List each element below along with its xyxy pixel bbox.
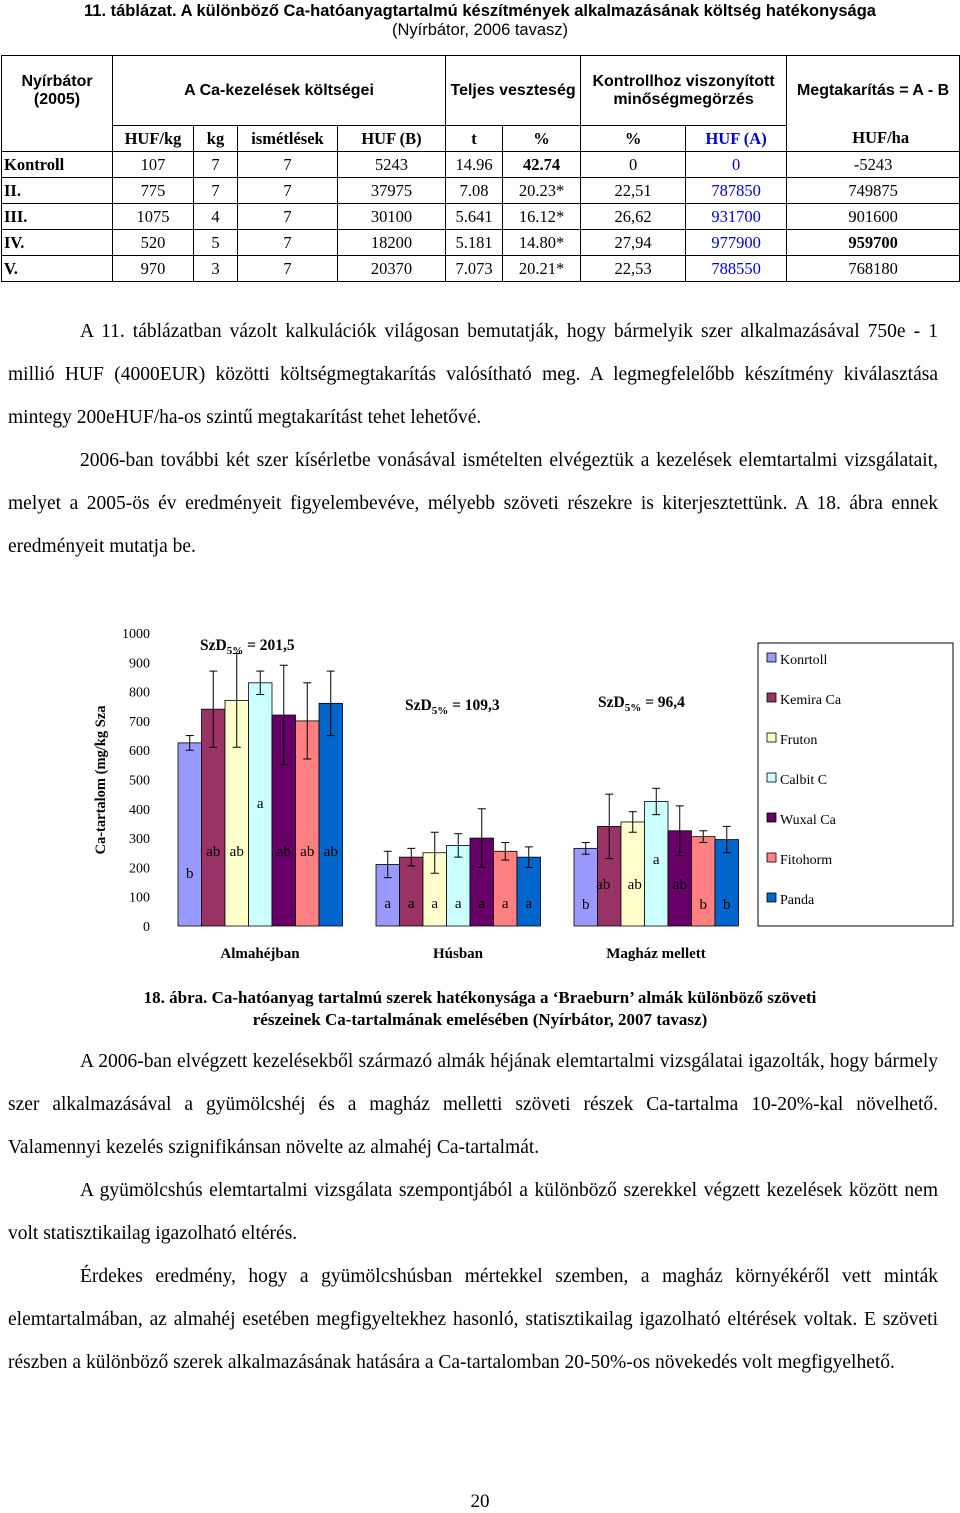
significance-letter: a [256,796,264,812]
cell: 901600 [787,204,960,230]
significance-letter: a [478,896,486,912]
paragraph: A gyümölcshús elemtartalmi vizsgálata szempontjából a különböző szerekkel végzett kezelések között nem volt statisztikailag igazolható eltérés. [8,1180,938,1244]
y-tick-label: 500 [129,773,150,789]
header-control-quality: Kontrollhoz viszonyított minőségmegörzés [581,56,787,126]
significance-letter: ab [276,844,291,860]
significance-letter: ab [206,844,221,860]
cell: 7 [238,152,338,178]
cell: 4 [194,204,238,230]
cell: 7.08 [446,178,503,204]
cell: 7 [238,178,338,204]
cell: 20370 [338,256,446,282]
cell: 7.073 [446,256,503,282]
legend-label: Wuxal Ca [780,813,836,828]
paragraph: 2006-ban további két szer kísérletbe vonásával ismételten elvégeztük a kezelések elemtartalmi vizsgálatait, melyet a 2005-ös év eredményeit figyelembevéve, mélyebb szöveti részekre is kiterjesztettünk. A 18. ábra ennek eredményeit mutatja be. [8,450,938,557]
legend-swatch [767,653,776,662]
significance-letter: ab [323,844,338,860]
cell: 970 [113,256,194,282]
legend-label: Kemira Ca [780,693,842,708]
row-label: III. [2,204,113,230]
cell: 7 [238,256,338,282]
page-number: 20 [470,1491,490,1512]
cell: 22,51 [581,178,686,204]
significance-letter: a [384,896,392,912]
bar [178,743,202,926]
legend-label: Fitohorm [780,853,833,868]
header-costs: A Ca-kezelések költségei [113,56,446,126]
cell: 775 [113,178,194,204]
figure-caption-line2: részeinek Ca-tartalmának emelésében (Nyírbátor, 2007 tavasz) [252,1010,708,1029]
cell: 5.641 [446,204,503,230]
y-tick-label: 300 [129,832,150,848]
cell: 20.21* [503,256,581,282]
cell: 0 [686,152,787,178]
y-tick-label: 800 [129,685,150,701]
y-tick-label: 100 [129,890,150,906]
unit-cell: HUF (B) [338,126,446,152]
significance-letter: b [186,866,194,882]
y-axis-label: Ca-tartalom (mg/kg Sza [93,705,109,855]
category-label: Magház mellett [606,946,706,962]
figure-caption [0,987,960,1031]
significance-letter: b [699,897,707,913]
cell: 7 [238,230,338,256]
szd-label: SzD$_{5\%}$ = 109,3 [405,697,500,717]
bar [494,851,518,926]
significance-letter: a [652,852,660,868]
cell: 749875 [787,178,960,204]
cell: 959700 [787,230,960,256]
row-label: II. [2,178,113,204]
cell: 14.96 [446,152,503,178]
legend-swatch [767,893,776,902]
cell: 787850 [686,178,787,204]
header-location: Nyírbátor (2005) [2,56,113,126]
legend-swatch [767,733,776,742]
legend-swatch [767,693,776,702]
unit-cell: % [503,126,581,152]
cell: 931700 [686,204,787,230]
paragraph: A 11. táblázatban vázolt kalkulációk világosan bemutatják, hogy bármelyik szer alkalmazásával 750e - 1 millió HUF (4000EUR) közötti költségmegtakarítás valósítható meg. A legmegfelelőbb készítmény kiválasztása mintegy 200eHUF/ha-os szintű megtakarítást tehet lehetővé. [8,321,938,428]
header-savings: Megtakarítás = A - B [787,56,960,126]
header-loss: Teljes veszteség [446,56,581,126]
bar [319,703,343,926]
y-tick-label: 1000 [122,627,150,642]
significance-letter: ab [627,877,642,893]
cell: 768180 [787,256,960,282]
cell: 20.23* [503,178,581,204]
bar [400,857,424,926]
cell: 37975 [338,178,446,204]
y-tick-label: 400 [129,802,150,818]
cell: 1075 [113,204,194,230]
cell: 30100 [338,204,446,230]
y-tick-label: 700 [129,714,150,730]
legend-swatch [767,853,776,862]
cell: 0 [581,152,686,178]
cell: -5243 [787,152,960,178]
legend-label: Calbit C [780,773,828,788]
unit-cell: kg [194,126,238,152]
unit-cell: t [446,126,503,152]
category-label: Húsban [432,946,484,962]
cell: 5 [194,230,238,256]
significance-letter: ab [672,877,687,893]
legend-label: Konrtoll [780,653,828,668]
significance-letter: a [501,896,509,912]
y-tick-label: 600 [129,744,150,760]
significance-letter: a [454,896,462,912]
cell: 18200 [338,230,446,256]
cell: 977900 [686,230,787,256]
paragraph: Érdekes eredmény, hogy a gyümölcshúsban mértekkel szemben, a magház környékéről vett minták elemtartalmában, az almahéj esetében megfigyeltekhez hasonló, statisztikailag igazolható eltérések voltak. E szöveti részben a különböző szerek alkalmazásának hatására a Ca-tartalomban 20-50%-os növekedés volt megfigyelhető. [8,1266,938,1373]
significance-letter: b [582,897,590,913]
table-title: 11. táblázat. A különböző Ca-hatóanyagtartalmú készítmények alkalmazásának költség hatékonysága [84,2,876,20]
significance-letter: ab [229,844,244,860]
unit-cell: HUF (A) [686,126,787,152]
cell: 27,94 [581,230,686,256]
significance-letter: a [431,896,439,912]
row-label: V. [2,256,113,282]
cell: 3 [194,256,238,282]
row-label: IV. [2,230,113,256]
bar [574,848,598,926]
cell: 42.74 [503,152,581,178]
category-label: Almahéjban [220,946,300,962]
unit-cell: ismétlések [238,126,338,152]
legend-swatch [767,773,776,782]
bar [621,822,645,926]
cell: 16.12* [503,204,581,230]
unit-cell: HUF/ha [787,126,960,152]
legend-label: Panda [780,893,815,908]
szd-label: SzD$_{5\%}$ = 201,5 [200,637,295,657]
y-tick-label: 0 [143,920,150,935]
significance-letter: a [525,896,533,912]
significance-letter: a [407,896,415,912]
cell: 7 [238,204,338,230]
legend-label: Fruton [780,733,818,748]
paragraph: A 2006-ban elvégzett kezelésekből származó almák héjának elemtartalmi vizsgálatai igazolták, hogy bármely szer alkalmazásával a gyümölcshéj és a magház melletti szöveti részek Ca-tartalma 10-20%-kal növelhető. Valamennyi kezelés szignifikánsan növelte az almahéj Ca-tartalmát. [8,1051,938,1158]
figure-caption-line1: 18. ábra. Ca-hatóanyag tartalmú szerek hatékonysága a ‘Braeburn’ almák különböző szöveti [143,988,817,1007]
unit-cell: % [581,126,686,152]
cell: 22,53 [581,256,686,282]
cell: 7 [194,178,238,204]
cell: 14.80* [503,230,581,256]
unit-cell: HUF/kg [113,126,194,152]
cell: 7 [194,152,238,178]
cell: 5.181 [446,230,503,256]
szd-label: SzD$_{5\%}$ = 96,4 [598,694,685,714]
significance-letter: ab [300,844,315,860]
cell: 107 [113,152,194,178]
table-subtitle: (Nyírbátor, 2006 tavasz) [391,21,569,39]
row-label: Kontroll [2,152,113,178]
legend-swatch [767,813,776,822]
significance-letter: ab [596,877,611,893]
cell: 788550 [686,256,787,282]
significance-letter: b [723,897,731,913]
cell: 26,62 [581,204,686,230]
y-tick-label: 200 [129,861,150,877]
cell: 5243 [338,152,446,178]
cell: 520 [113,230,194,256]
text-block-2 [8,1040,938,1384]
y-tick-label: 900 [129,656,150,672]
